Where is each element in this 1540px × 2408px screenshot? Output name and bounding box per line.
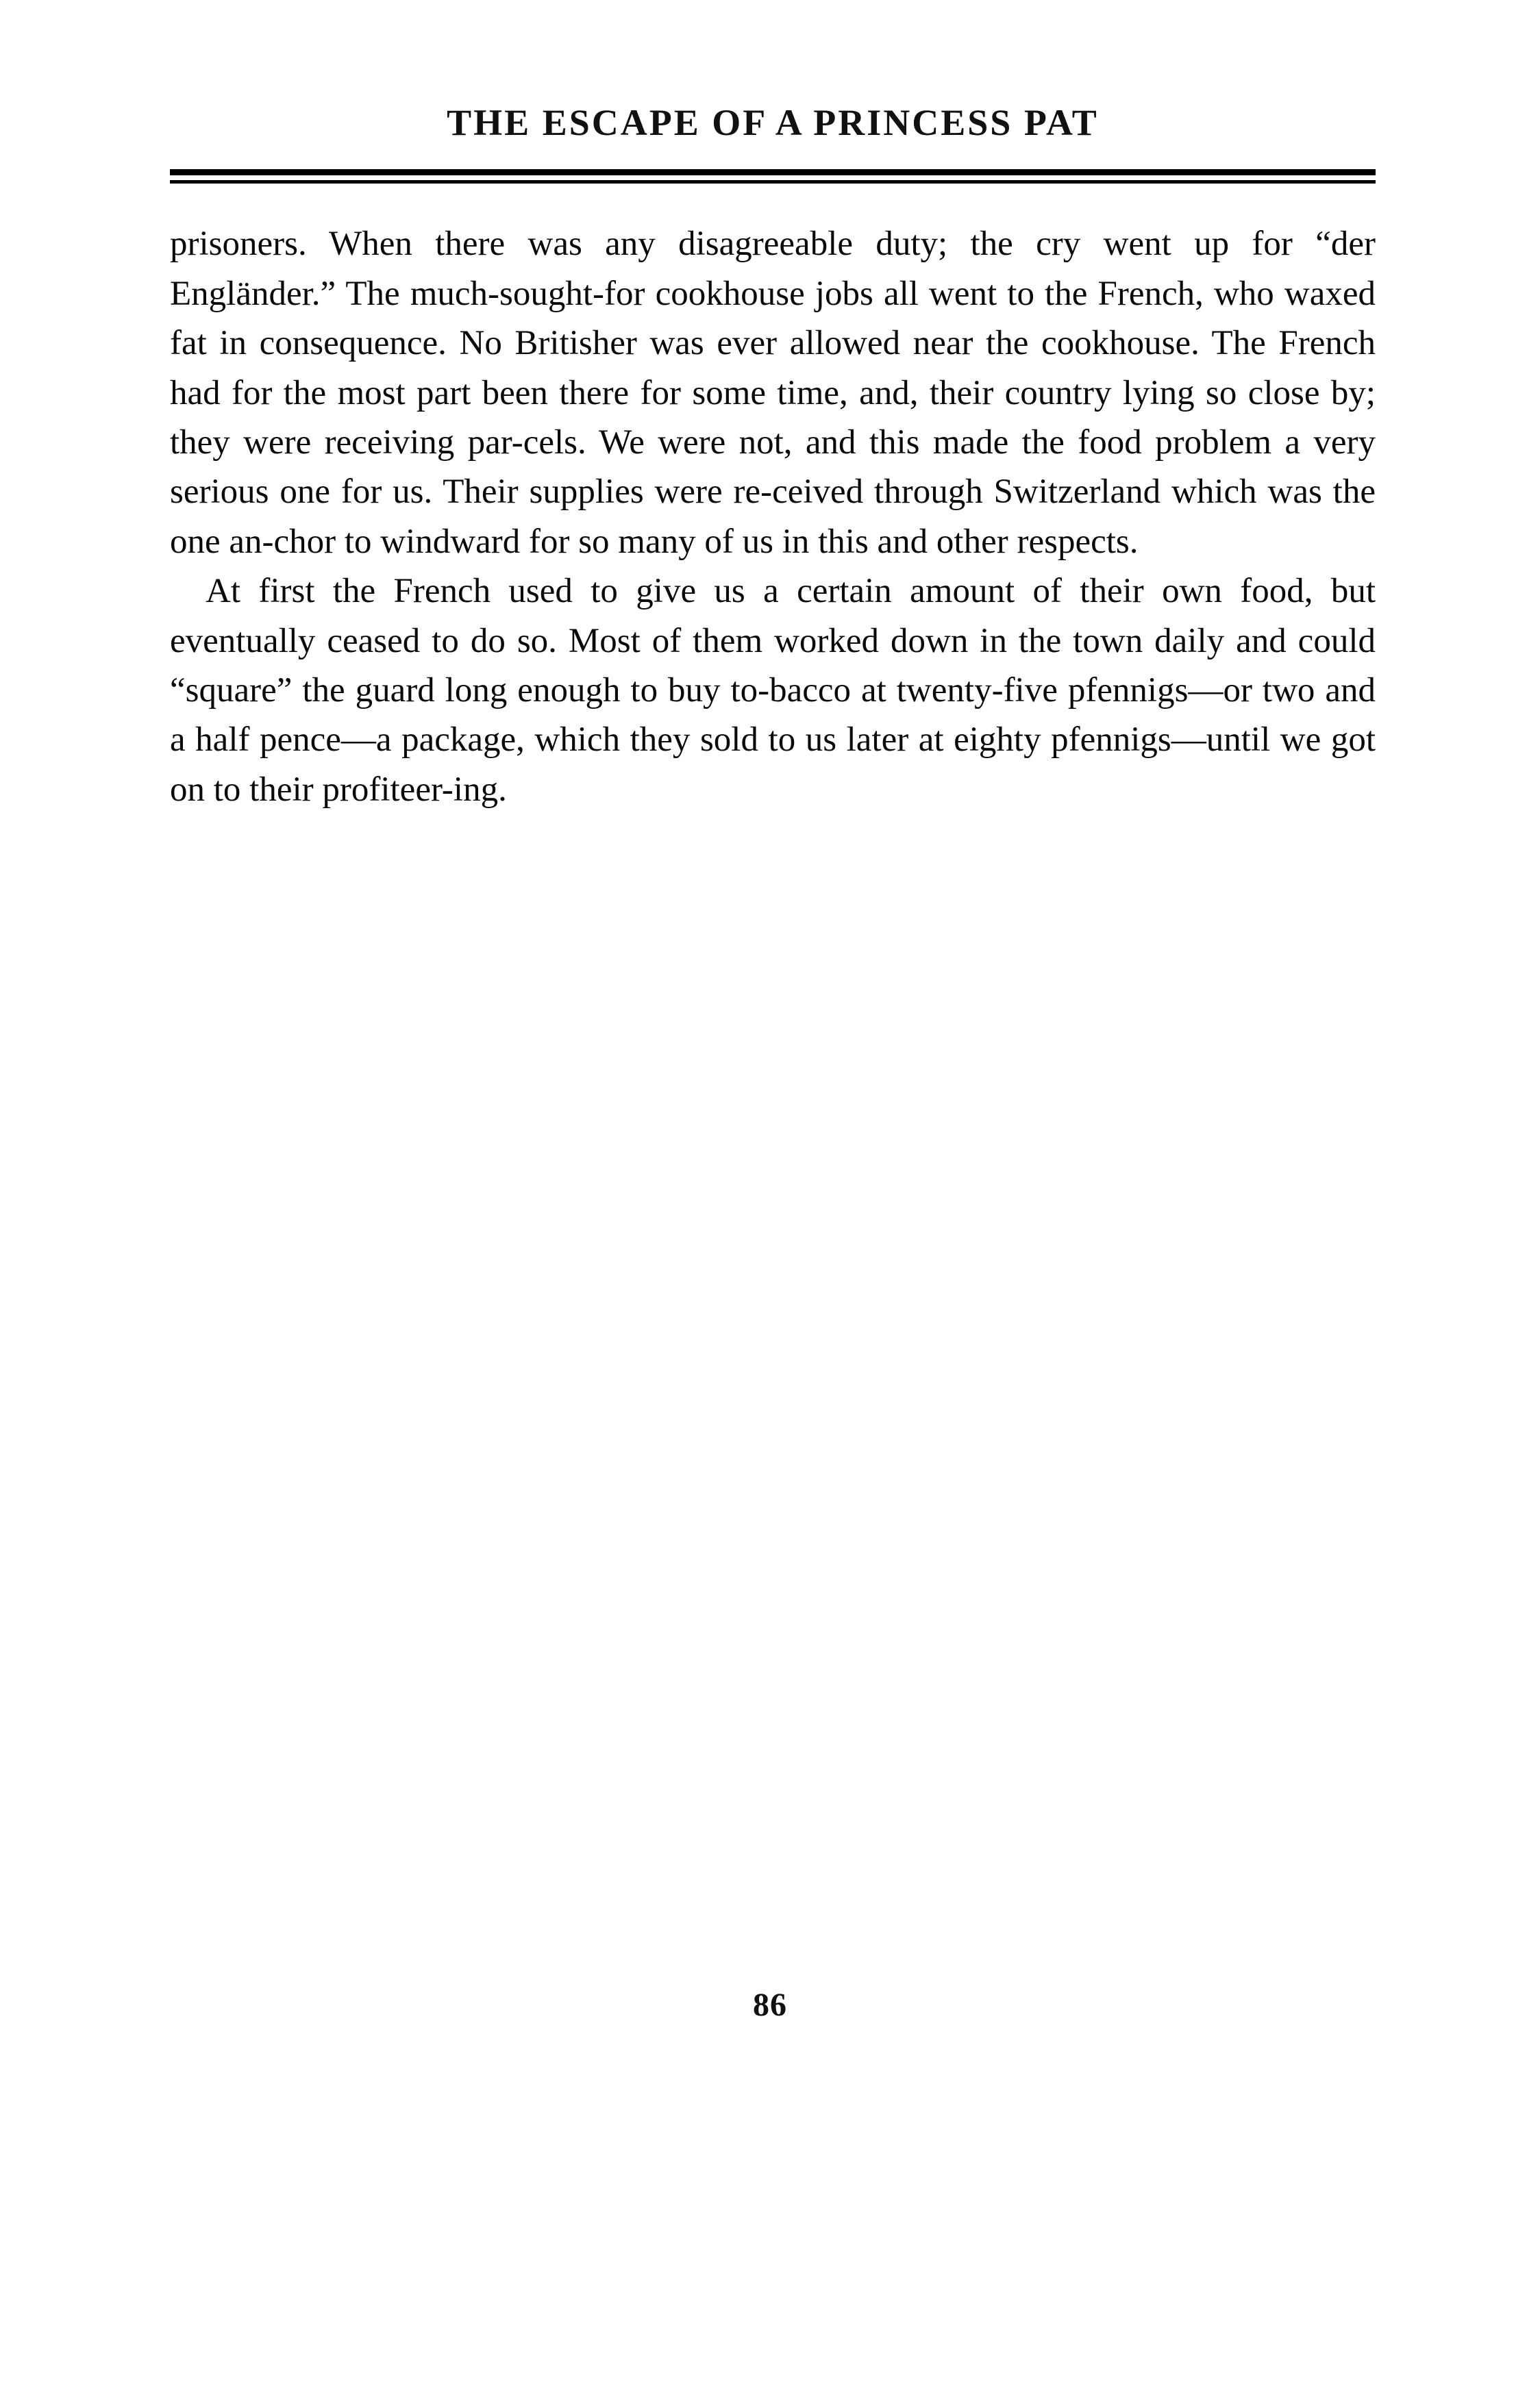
header-rule	[170, 169, 1376, 184]
page-content	[170, 103, 1376, 814]
page-number: 86	[753, 1987, 787, 2023]
header-rule-thin	[170, 180, 1376, 184]
header-rule-thick	[170, 169, 1376, 175]
running-head: THE ESCAPE OF A PRINCESS PAT	[447, 102, 1099, 143]
paragraph: prisoners. When there was any disagreeable duty; the cry went up for “der Engländer.” The much-sought-for cookhouse jobs all went to the French, who waxed fat in consequence. No Britisher was ever allowed near the cookhouse. The French had for the most part been there for some time, and, their country lying so close by; they were receiving par-cels. We were not, and this made the food problem a very serious one for us. Their supplies were re-ceived through Switzerland which was the one an-chor to windward for so many of us in this and other respects.	[170, 225, 1376, 561]
paragraph: At first the French used to give us a certain amount of their own food, but eventually ceased to do so. Most of them worked down in the town daily and could “square” the guard long enough to buy to-bacco at twenty-five pfennigs—or two and a half pence—a package, which they sold to us later at eighty pfennigs—until we got on to their profiteer-ing.	[170, 572, 1376, 809]
header-rule-gap	[170, 175, 1376, 180]
body-text	[170, 219, 1376, 814]
